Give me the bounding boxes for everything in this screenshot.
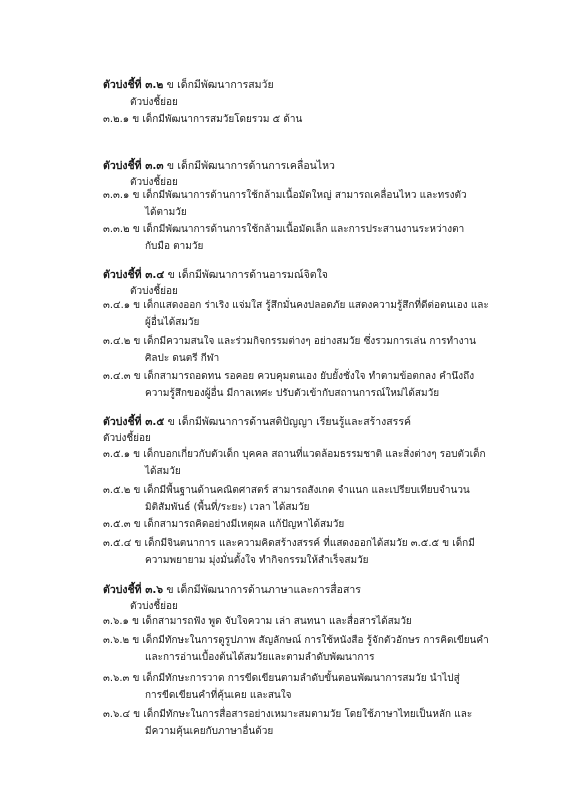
sub-indicator-item [103, 446, 543, 480]
sub-indicator-item [103, 297, 543, 331]
item-number: ๓.๔.๒ [103, 336, 131, 347]
sub-indicator-item [103, 221, 533, 255]
sub-indicator-item [103, 535, 543, 569]
sub-indicator-item [103, 670, 543, 704]
item-text-cont: และการอ่านเบื้องต้นได้สมวัยและตามลำดับพัฒนาการ [145, 652, 375, 663]
item-text: ข เด็กมีทักษะในการดูรูปภาพ สัญลักษณ์ การใช้หนังสือ รู้จักตัวอักษร การคิดเขียนคำ [132, 635, 489, 646]
item-number: ๓.๔.๑ [103, 300, 131, 311]
indicator-desc: ข เด็กมีพัฒนาการด้านสติปัญญา เรียนรู้และสร้างสรรค์ [167, 416, 411, 428]
item-text: ข เด็กมีความสนใจ และร่วมกิจกรรมต่างๆ อย่างสมวัย ซึ่งรวมการเล่น การทำงาน [133, 336, 477, 347]
item-text-cont: การขีดเขียนคำที่คุ้นเคย และสนใจ [145, 690, 292, 701]
sub-indicator-item [103, 613, 543, 630]
item-text-cont: มิติสัมพันธ์ (พื้นที่/ระยะ) เวลา ได้สมวัย [145, 502, 310, 513]
sub-indicator-item [103, 632, 543, 666]
indicator-desc: ข เด็กมีพัฒนาการสมวัย [166, 79, 274, 91]
sub-indicator-label: ตัวบ่งชี้ย่อย [130, 286, 178, 297]
indicator-desc: ข เด็กมีพัฒนาการด้านการเคลื่อนไหว [166, 160, 335, 172]
item-number: ๓.๕.๑ [103, 449, 131, 460]
item-text-cont: ความพยายาม มุ่งมั่นตั้งใจ ทำกิจกรรมให้สำเร็จสมวัย [145, 555, 369, 566]
indicator-title: ตัวบ่งชี้ที่ ๓.๕ [103, 416, 165, 428]
item-number: ๓.๖.๑ [103, 616, 129, 627]
item-number: ๓.๕.๓ [103, 519, 131, 530]
indicator-title: ตัวบ่งชี้ที่ ๓.๖ [103, 584, 164, 596]
indicator-heading [103, 581, 361, 598]
item-number: ๓.๕.๒ [103, 485, 131, 496]
item-text-cont: ศิลปะ ดนตรี กีฬา [145, 353, 220, 364]
indicator-title: ตัวบ่งชี้ที่ ๓.๒ [103, 79, 164, 91]
sub-indicator-item [103, 111, 523, 128]
sub-indicator-item [103, 516, 543, 533]
sub-indicator-label: ตัวบ่งชี้ย่อย [130, 177, 178, 188]
item-text: ข เด็กบอกเกี่ยวกับตัวเด็ก บุคคล สถานที่แวดล้อมธรรมชาติ และสิ่งต่างๆ รอบตัวเด็ก [133, 449, 486, 460]
sub-indicator-item [103, 482, 543, 516]
sub-indicator-label: ตัวบ่งชี้ย่อย [103, 433, 151, 444]
item-number: ๓.๓.๒ [103, 224, 130, 235]
sub-indicator-item [103, 706, 543, 740]
item-number: ๓.๔.๓ [103, 371, 131, 382]
sub-indicator-label: ตัวบ่งชี้ย่อย [130, 97, 178, 108]
sub-indicator-item [103, 187, 533, 221]
item-number: ๓.๓.๑ [103, 190, 130, 201]
item-text-cont: กับมือ ตามวัย [145, 241, 204, 252]
item-number: ๓.๖.๔ [103, 709, 131, 720]
item-text: ข เด็กมีทักษะการวาด การขีดเขียนตามลำดับขั้นตอนพัฒนาการสมวัย นำไปสู่ [132, 673, 460, 684]
item-text: ข เด็กแสดงออก ร่าเริง แจ่มใส รู้สึกมั่นคงปลอดภัย แสดงความรู้สึกที่ดีต่อตนเอง และ [133, 300, 489, 311]
indicator-heading [103, 413, 411, 430]
item-text: ข เด็กมีพัฒนาการด้านการใช้กล้ามเนื้อมัดเล็ก และการประสานงานระหว่างตา [132, 224, 465, 235]
indicator-heading [103, 266, 328, 283]
item-text: ข เด็กสามารถอดทน รอคอย ควบคุมตนเอง ยับยั้งชั่งใจ ทำตามข้อตกลง คำนึงถึง [133, 371, 475, 382]
item-text-cont: ได้ตามวัย [145, 207, 187, 218]
item-text-cont: ได้สมวัย [145, 466, 181, 477]
indicator-title: ตัวบ่งชี้ที่ ๓.๓ [103, 160, 164, 172]
item-number: ๓.๕.๔ [103, 538, 132, 549]
item-text-cont: ผู้อื่นได้สมวัย [145, 317, 200, 328]
item-text: ข เด็กมีพื้นฐานด้านคณิตศาสตร์ สามารถสังเกต จำแนก และเปรียบเทียบจำนวน [133, 485, 470, 496]
item-text: ข เด็กสามารถฟัง พูด จับใจความ เล่า สนทนา และสื่อสารได้สมวัย [132, 616, 412, 627]
indicator-heading [103, 76, 274, 93]
indicator-desc: ข เด็กมีพัฒนาการด้านภาษาและการสื่อสาร [166, 584, 361, 596]
item-number: ๓.๖.๒ [103, 635, 130, 646]
sub-indicator-label: ตัวบ่งชี้ย่อย [130, 601, 178, 612]
sub-indicator-item [103, 333, 543, 367]
indicator-title: ตัวบ่งชี้ที่ ๓.๔ [103, 269, 165, 281]
item-number: ๓.๒.๑ [103, 114, 130, 125]
item-text: ข เด็กมีพัฒนาการด้านการใช้กล้ามเนื้อมัดใหญ่ สามารถเคลื่อนไหว และทรงตัว [132, 190, 467, 201]
item-text-cont: ความรู้สึกของผู้อื่น มีกาลเทศะ ปรับตัวเข้ากับสถานการณ์ใหม่ได้สมวัย [145, 388, 440, 399]
item-text-cont: มีความคุ้นเคยกับภาษาอื่นด้วย [145, 726, 274, 737]
sub-indicator-item [103, 368, 543, 402]
indicator-desc: ข เด็กมีพัฒนาการด้านอารมณ์จิตใจ [167, 269, 328, 281]
item-text: ข เด็กสามารถคิดอย่างมีเหตุผล แก้ปัญหาได้สมวัย [133, 519, 345, 530]
item-number: ๓.๖.๓ [103, 673, 130, 684]
item-text: ข เด็กมีพัฒนาการสมวัยโดยรวม ๕ ด้าน [132, 114, 303, 125]
item-text: ข เด็กมีทักษะในการสื่อสารอย่างเหมาะสมตามวัย โดยใช้ภาษาไทยเป็นหลัก และ [133, 709, 473, 720]
item-text: ข เด็กมีจินตนาการ และความคิดสร้างสรรค์ ที่แสดงออกได้สมวัย ๓.๕.๕ ข เด็กมี [134, 538, 475, 549]
indicator-heading [103, 157, 335, 174]
